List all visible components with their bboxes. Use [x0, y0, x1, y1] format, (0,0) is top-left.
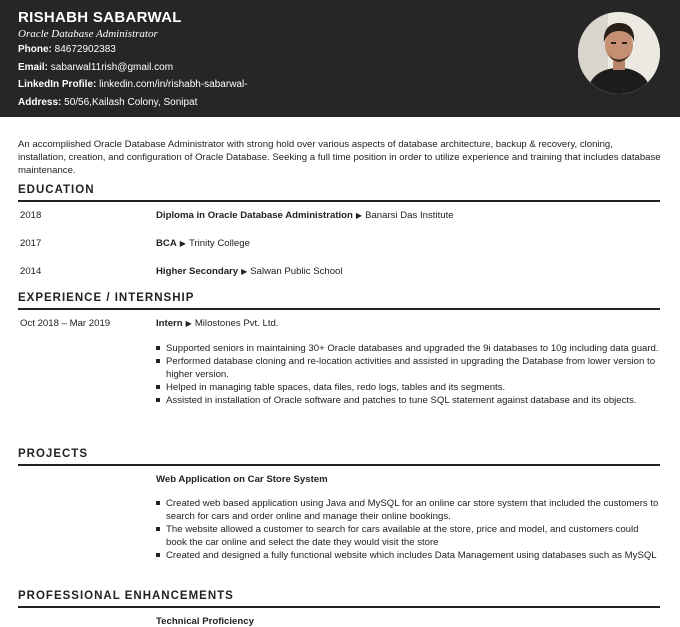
phone-value: 84672902383: [54, 44, 116, 55]
address-line: [18, 97, 197, 108]
list-item: Helped in managing table spaces, data files, redo logs, tables and its segments.: [156, 381, 661, 394]
education-entry-2: [156, 238, 250, 249]
profile-photo-illustration: [578, 12, 660, 94]
experience-company: Milostones Pvt. Ltd.: [194, 318, 279, 329]
project-title: Web Application on Car Store System: [156, 474, 328, 485]
education-entry-3: [156, 266, 343, 277]
phone-label: Phone:: [18, 44, 52, 55]
project-bullet-list: [156, 497, 661, 562]
experience-section-title: EXPERIENCE / INTERNSHIP: [18, 292, 195, 304]
education-degree-1: Diploma in Oracle Database Administration: [156, 210, 353, 221]
candidate-role: Oracle Database Administrator: [18, 28, 158, 40]
enhancements-divider: [18, 606, 660, 608]
career-summary: An accomplished Oracle Database Administrator with strong hold over various aspects of database architecture, backup & recovery, cloning, installation, creation, and configuration of Oracle Database. Seeking a full time position in order to utilize experience and training that includes database maintenance.: [18, 139, 661, 176]
education-institute-1: Banarsi Das Institute: [365, 210, 454, 221]
email-value[interactable]: sabarwal11rish@gmail.com: [50, 62, 174, 73]
education-institute-2: Trinity College: [188, 238, 250, 249]
address-label: Address:: [18, 97, 62, 108]
list-item: Assisted in installation of Oracle software and patches to tune SQL statement against database and its objects.: [156, 394, 661, 407]
arrow-right-icon: ▶: [355, 211, 363, 220]
email-label: Email:: [18, 62, 49, 73]
profile-photo: [578, 12, 660, 94]
linkedin-line: [18, 79, 248, 90]
email-line: [18, 62, 173, 73]
projects-section-title: PROJECTS: [18, 448, 88, 460]
experience-date: Oct 2018 – Mar 2019: [20, 318, 111, 329]
arrow-right-icon: ▶: [241, 267, 248, 276]
list-item: The website allowed a customer to search for cars available at the store, price and model, and customers could book the car online and select the date they would visit the store: [156, 523, 661, 549]
enhancement-item: Technical Proficiency: [156, 616, 254, 627]
list-item: Created and designed a fully functional website which includes Data Management using databases such as MySQL: [156, 549, 661, 562]
enhancements-section-title: PROFESSIONAL ENHANCEMENTS: [18, 590, 234, 602]
arrow-right-icon: ▶: [185, 319, 192, 328]
projects-divider: [18, 464, 660, 466]
address-value: 50/56,Kailash Colony, Sonipat: [64, 97, 198, 108]
list-item: Created web based application using Java and MySQL for an online car store system that included the customers to search for cars and order online and manage their online bookings.: [156, 497, 661, 523]
education-section-title: EDUCATION: [18, 184, 95, 196]
phone-line: [18, 44, 116, 55]
linkedin-label: LinkedIn Profile:: [18, 79, 97, 90]
experience-position: Intern: [156, 318, 183, 329]
experience-entry: [156, 318, 279, 329]
education-divider: [18, 200, 660, 202]
education-entry-1: [156, 210, 454, 221]
education-degree-3: Higher Secondary: [156, 266, 239, 277]
experience-bullet-list: [156, 342, 661, 407]
experience-divider: [18, 308, 660, 310]
education-degree-2: BCA: [156, 238, 177, 249]
list-item: Performed database cloning and re-location activities and assisted in upgrading the Database from lower version to higher version.: [156, 355, 661, 381]
education-year-1: 2018: [20, 210, 42, 221]
education-year-3: 2014: [20, 266, 42, 277]
arrow-right-icon: ▶: [179, 239, 186, 248]
list-item: Supported seniors in maintaining 30+ Oracle databases and upgraded the 9i databases to 10g including data guard.: [156, 342, 661, 355]
education-institute-3: Salwan Public School: [250, 266, 343, 277]
linkedin-value[interactable]: linkedin.com/in/rishabh-sabarwal-: [99, 79, 248, 90]
candidate-name: RISHABH SABARWAL: [18, 9, 182, 26]
resume-header: [0, 0, 680, 117]
education-year-2: 2017: [20, 238, 42, 249]
